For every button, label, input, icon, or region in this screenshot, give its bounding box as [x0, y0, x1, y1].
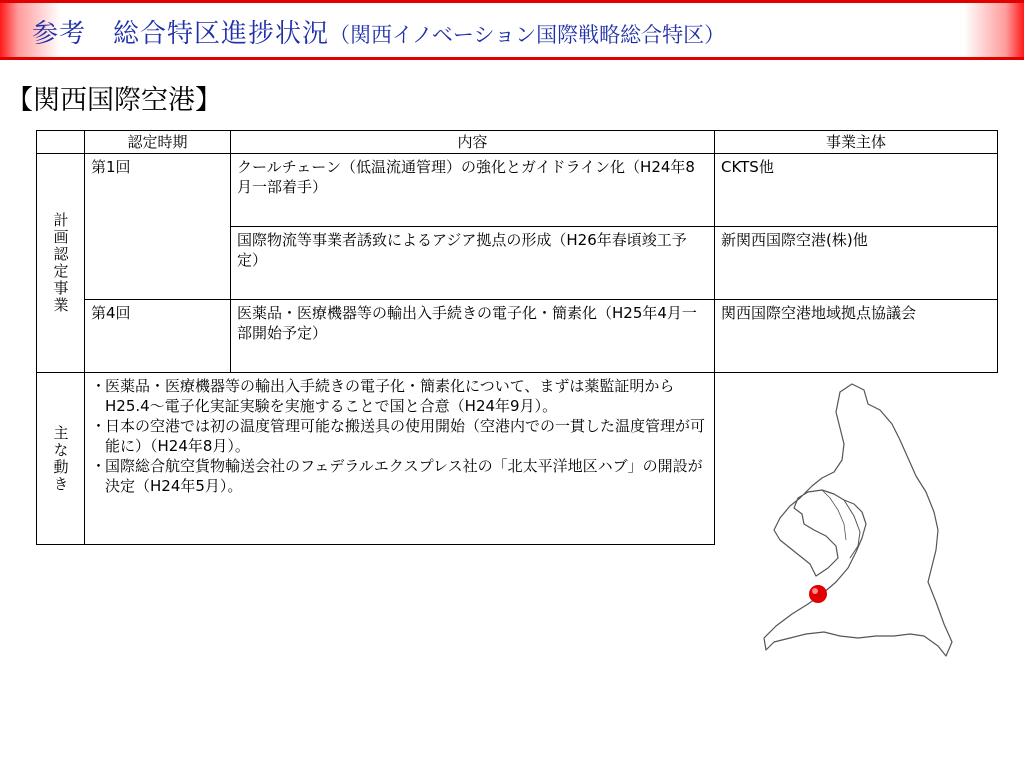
header-cell-content: 内容 — [231, 131, 715, 154]
content-cell: 国際物流等事業者誘致によるアジア拠点の形成（H26年春頃竣工予定） — [231, 227, 715, 300]
entity-cell: 新関西国際空港(株)他 — [715, 227, 998, 300]
kansai-airport-marker — [809, 585, 827, 603]
header-cell-period: 認定時期 — [85, 131, 231, 154]
list-item-text: 医薬品・医療機器等の輸出入手続きの電子化・簡素化について、まずは薬監証明からH25.4～電子化実証実験を実施することで国と合意（H24年9月）。 — [105, 377, 675, 415]
page-title-subtitle: （関西イノベーション国際戦略総合特区） — [329, 23, 726, 47]
header-cell-entity: 事業主体 — [715, 131, 998, 154]
content-cell: クールチェーン（低温流通管理）の強化とガイドライン化（H24年8月一部着手） — [231, 154, 715, 227]
list-item-text: 国際総合航空貨物輸送会社のフェデラルエクスプレス社の「北太平洋地区ハブ」の開設が決定（H24年5月）。 — [105, 457, 703, 495]
table-header-row — [37, 131, 998, 154]
page-title — [32, 13, 725, 50]
entity-cell: CKTS他 — [715, 154, 998, 227]
main-label: 主な動き — [37, 373, 85, 545]
title-banner — [0, 0, 1024, 60]
list-item — [91, 456, 708, 496]
section-title: 【関西国際空港】 — [6, 85, 222, 116]
content-cell: 医薬品・医療機器等の輸出入手続きの電子化・簡素化（H25年4月一部開始予定） — [231, 300, 715, 373]
table-row — [37, 154, 998, 227]
list-item-text: 日本の空港では初の温度管理可能な搬送具の使用開始（空港内での一貫した温度管理が可能に）（H24年8月）。 — [105, 417, 706, 455]
page-title-main: 参考 総合特区進捗状況 — [32, 19, 330, 49]
bullet-mark: ・ — [91, 457, 107, 475]
entity-cell: 関西国際空港地域拠点協議会 — [715, 300, 998, 373]
coast-detail — [822, 490, 846, 540]
period-cell: 第4回 — [85, 300, 231, 373]
header-cell-blank — [37, 131, 85, 154]
plan-label: 計画認定事業 — [37, 154, 85, 373]
bullet-mark: ・ — [91, 377, 107, 395]
osaka-map — [740, 380, 965, 670]
period-cell: 第1回 — [85, 154, 231, 300]
list-item — [91, 376, 708, 416]
list-item — [91, 416, 708, 456]
bullet-mark: ・ — [91, 417, 107, 435]
marker-highlight — [812, 588, 818, 594]
osaka-outline — [764, 384, 952, 656]
table-row — [37, 300, 998, 373]
main-movements-cell — [85, 373, 715, 545]
